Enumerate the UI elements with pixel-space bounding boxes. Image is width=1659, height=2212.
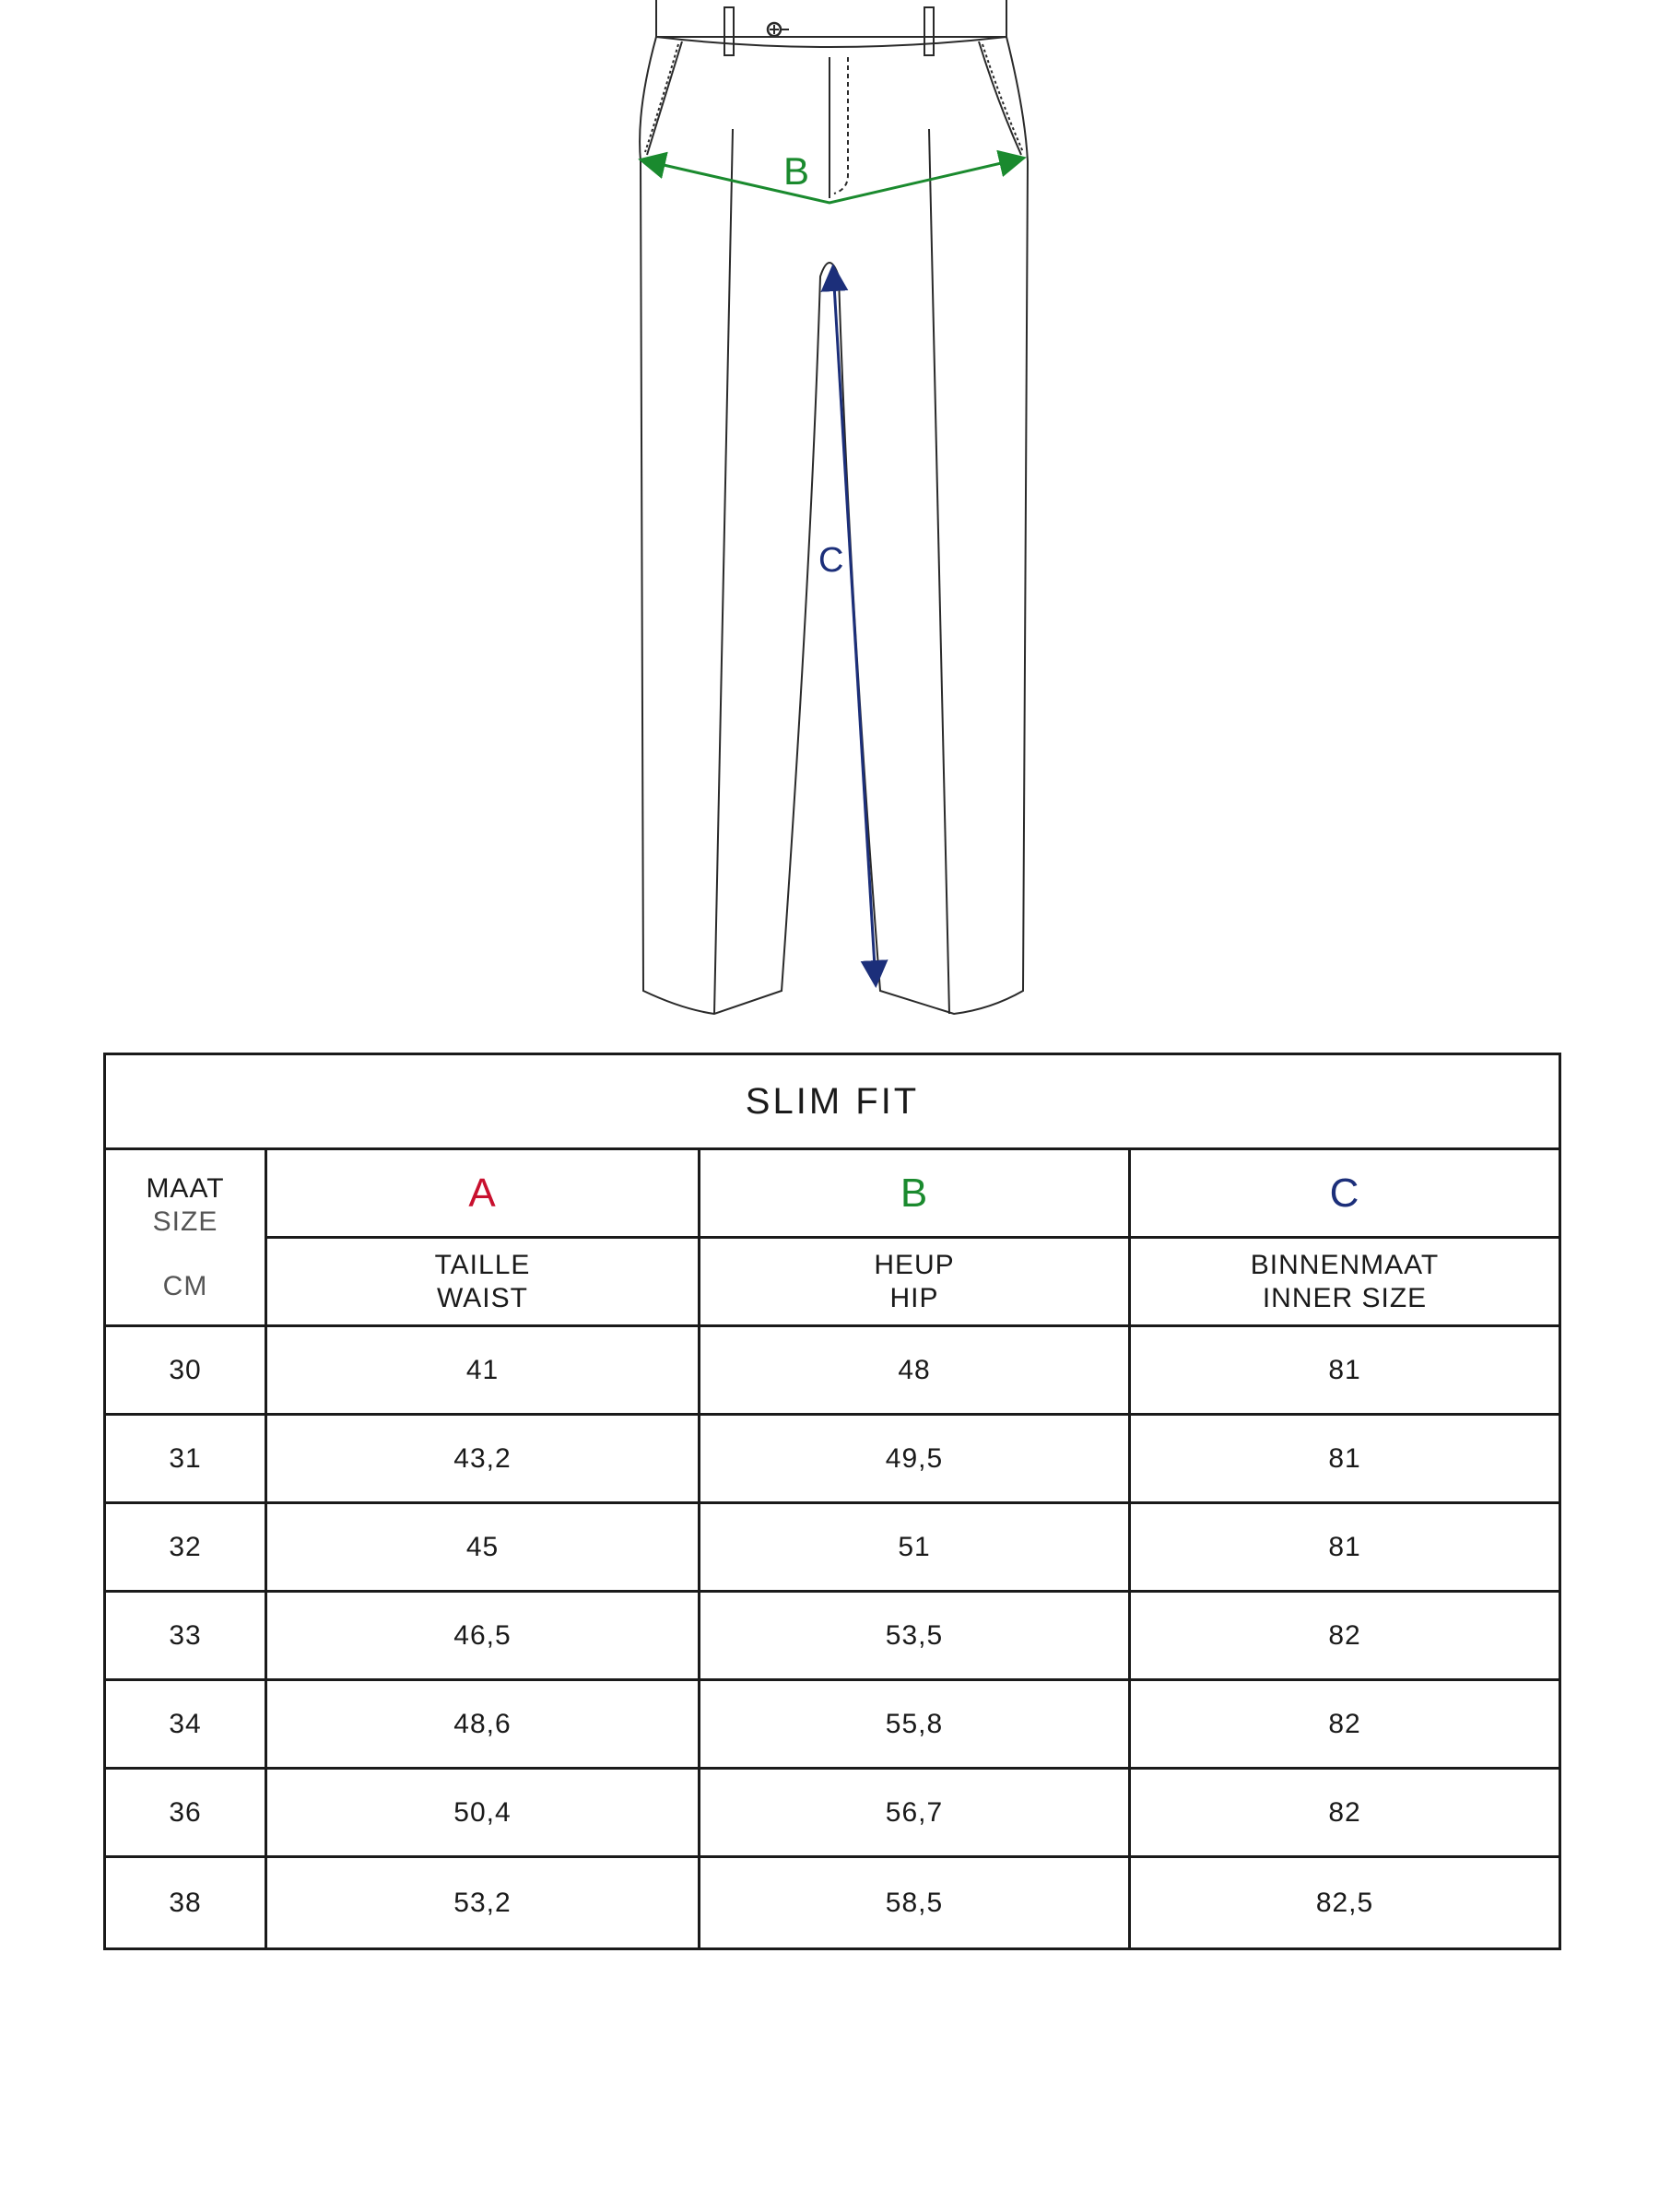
size-header [105,1149,266,1326]
cell-size: 31 [105,1415,266,1503]
size-header-maat: MAAT [146,1172,225,1204]
label-waist: WAIST [437,1282,528,1313]
label-heup: HEUP [874,1249,955,1280]
cell-waist: 41 [266,1326,700,1415]
column-label-waist [266,1238,700,1326]
column-letter-c: C [1130,1149,1560,1238]
label-c: C [818,541,844,580]
column-letter-a: A [266,1149,700,1238]
column-letter-b: B [700,1149,1130,1238]
table-row [105,1415,1560,1503]
cell-size: 36 [105,1769,266,1857]
table-row [105,1503,1560,1592]
cell-hip: 58,5 [700,1857,1130,1949]
column-label-hip [700,1238,1130,1326]
label-binnenmaat: BINNENMAAT [1250,1249,1440,1280]
cell-inner-size: 81 [1130,1503,1560,1592]
pocket-left [647,41,682,155]
cell-waist: 48,6 [266,1680,700,1769]
cell-hip: 53,5 [700,1592,1130,1680]
cell-inner-size: 81 [1130,1326,1560,1415]
cell-size: 33 [105,1592,266,1680]
cell-inner-size: 82 [1130,1592,1560,1680]
column-label-inner-size [1130,1238,1560,1326]
cell-waist: 53,2 [266,1857,700,1949]
table-row [105,1769,1560,1857]
cell-hip: 56,7 [700,1769,1130,1857]
cell-size: 38 [105,1857,266,1949]
trousers-outline [640,0,1028,1014]
size-header-unit: CM [162,1270,208,1301]
table-title: SLIM FIT [105,1054,1560,1149]
label-hip: HIP [889,1282,939,1313]
cell-size: 32 [105,1503,266,1592]
table-row [105,1857,1560,1949]
cell-hip: 51 [700,1503,1130,1592]
cell-hip: 49,5 [700,1415,1130,1503]
cell-inner-size: 82 [1130,1680,1560,1769]
inner-measurement-c [818,269,876,982]
crease-right [929,129,949,1014]
cell-inner-size: 81 [1130,1415,1560,1503]
cell-hip: 55,8 [700,1680,1130,1769]
cell-waist: 43,2 [266,1415,700,1503]
size-header-size: SIZE [152,1206,218,1237]
cell-inner-size: 82,5 [1130,1857,1560,1949]
trousers-diagram [0,0,1659,1023]
cell-waist: 50,4 [266,1769,700,1857]
belt-loop-left [724,7,734,55]
hip-measurement-b [643,149,1021,203]
table-row [105,1592,1560,1680]
label-taille: TAILLE [434,1249,531,1280]
size-table [103,1053,1561,1950]
label-b: B [783,149,810,193]
cell-hip: 48 [700,1326,1130,1415]
cell-waist: 45 [266,1503,700,1592]
label-inner-size: INNER SIZE [1262,1282,1428,1313]
crease-left [714,129,733,1014]
table-row [105,1326,1560,1415]
pocket-right [979,41,1021,155]
belt-loop-right [924,7,934,55]
cell-waist: 46,5 [266,1592,700,1680]
table-row [105,1680,1560,1769]
waistband [656,0,1006,47]
cell-inner-size: 82 [1130,1769,1560,1857]
cell-size: 34 [105,1680,266,1769]
left-leg-outer [640,37,1028,1014]
cell-size: 30 [105,1326,266,1415]
